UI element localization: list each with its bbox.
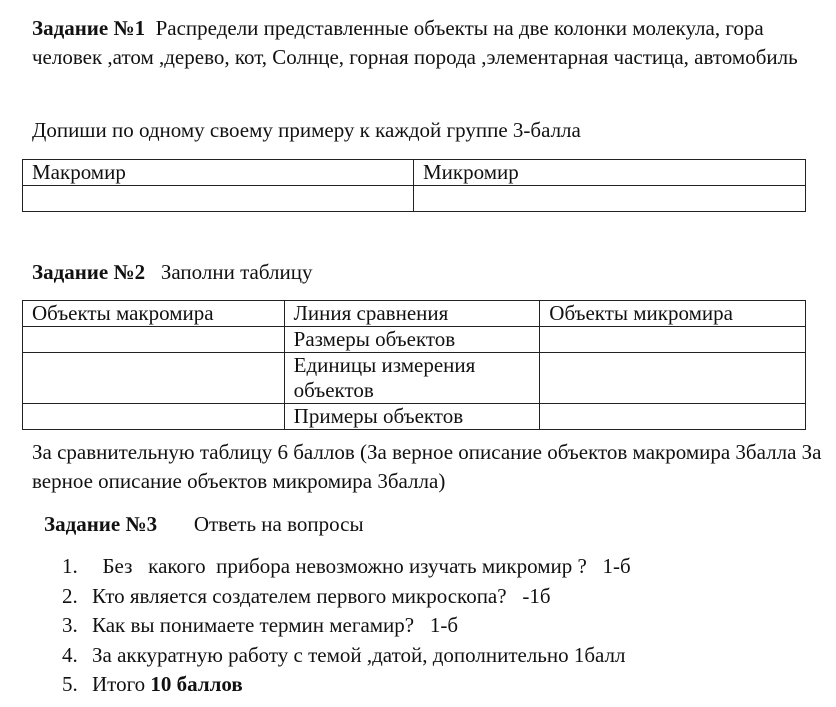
- table-cell[interactable]: [23, 353, 285, 404]
- table-cell[interactable]: [540, 327, 806, 353]
- list-item-text: Как вы понимаете термин мегамир? 1-б: [92, 613, 459, 637]
- table-cell: Примеры объектов: [284, 404, 540, 430]
- list-item-text: Без какого прибора невозможно изучать микромир ? 1-б: [92, 554, 631, 578]
- task3-heading: [44, 510, 364, 539]
- table-header-cell: Объекты макромира: [23, 301, 285, 327]
- list-item-text: За аккуратную работу с темой ,датой, дополнительно 1балл: [92, 642, 626, 667]
- list-item-number: 5.: [62, 672, 78, 696]
- list-item-text: Итого 10 баллов: [92, 672, 243, 696]
- table-cell: Размеры объектов: [284, 327, 540, 353]
- table-header-row: [23, 301, 806, 327]
- list-item: [62, 641, 631, 671]
- task2-title: Задание №2: [32, 260, 146, 284]
- table-header-cell: Линия сравнения: [284, 301, 540, 327]
- table-row: [23, 404, 806, 430]
- table-cell[interactable]: [23, 327, 285, 353]
- task2-text: Заполни таблицу: [160, 260, 313, 284]
- table-header-cell: Объекты микромира: [540, 301, 806, 327]
- total-points: 10 баллов: [150, 672, 243, 696]
- list-item: [62, 670, 631, 700]
- table-row: [23, 327, 806, 353]
- list-item-number: 3.: [62, 613, 78, 637]
- list-item-number: 4.: [62, 642, 78, 667]
- list-item-text: Кто является создателем первого микроскопа? -1б: [92, 583, 551, 608]
- task1-title: Задание №1: [32, 16, 146, 40]
- task1-table: [22, 159, 806, 212]
- table-cell[interactable]: [413, 186, 805, 212]
- table-cell[interactable]: [540, 353, 806, 404]
- task3-text: Ответь на вопросы: [193, 512, 364, 536]
- task1-text: Распредели представленные объекты на две колонки молекула, гора человек ,атом ,дерево, кот, Солнце, горная порода ,элементарная частица, автомобиль: [32, 16, 798, 69]
- table-header-row: [23, 160, 806, 186]
- task2-scoring-note: За сравнительную таблицу 6 баллов (За верное описание объектов макромира 3балла За верное описание объектов микромира 3балла): [32, 440, 822, 493]
- task3-question-list: [62, 552, 631, 700]
- table-cell[interactable]: [23, 186, 414, 212]
- table-cell[interactable]: [23, 404, 285, 430]
- table-row: [23, 186, 806, 212]
- table-header-cell: Макромир: [23, 160, 414, 186]
- task2-table: [22, 300, 806, 430]
- task1-extra-instruction: Допиши по одному своему примеру к каждой группе 3-балла: [32, 118, 581, 142]
- task2-heading: [32, 258, 312, 287]
- list-item: [62, 552, 631, 582]
- table-header-cell: Микромир: [413, 160, 805, 186]
- table-row: [23, 353, 806, 404]
- task3-title: Задание №3: [44, 512, 158, 536]
- task1-paragraph: [32, 14, 822, 72]
- list-item: [62, 582, 631, 612]
- list-item: [62, 611, 631, 641]
- table-cell[interactable]: [540, 404, 806, 430]
- list-item-number: 1.: [62, 554, 78, 578]
- list-item-number: 2.: [62, 583, 78, 608]
- table-cell: Единицы измерения объектов: [284, 353, 540, 404]
